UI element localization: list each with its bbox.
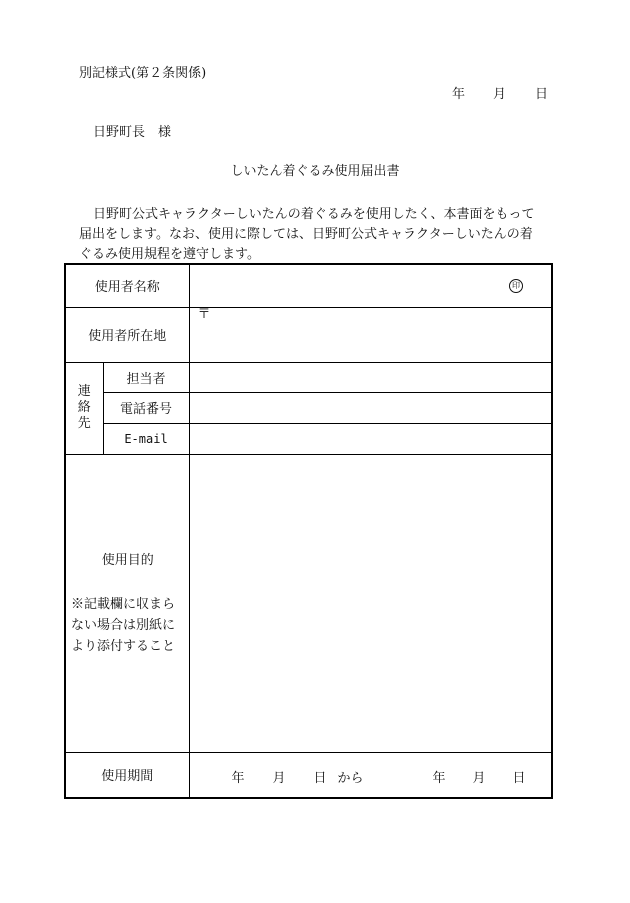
intro-line: 届出をします。なお、使用に際しては、日野町公式キャラクターしいたんの着 xyxy=(79,227,533,242)
date-month-label: 月 xyxy=(493,87,507,102)
addressee: 日野町長 様 xyxy=(93,125,172,140)
postal-mark: 〒 xyxy=(197,306,211,322)
table-row xyxy=(65,264,552,307)
contact-person-field[interactable] xyxy=(189,362,552,392)
contact-group-char: 先 xyxy=(77,416,91,431)
email-label: E-mail xyxy=(103,423,189,454)
intro-paragraph xyxy=(79,205,559,265)
seal-mark-icon: 印 xyxy=(509,279,523,293)
user-name-label: 使用者名称 xyxy=(65,264,189,307)
purpose-label: 使用目的 xyxy=(101,553,154,568)
contact-group-char: 連 xyxy=(77,384,91,399)
period-end-year: 年 xyxy=(432,770,446,786)
email-field[interactable] xyxy=(189,423,552,454)
phone-field[interactable] xyxy=(189,392,552,423)
user-address-field[interactable] xyxy=(189,307,552,362)
purpose-note: ※記載欄に収まらない場合は別紙により添付すること xyxy=(71,597,176,654)
form-reference: 別記様式(第２条関係) xyxy=(79,66,207,81)
phone-label: 電話番号 xyxy=(103,392,189,423)
notification-form-table xyxy=(64,263,553,799)
period-field[interactable] xyxy=(189,752,552,798)
period-start-year: 年 xyxy=(231,770,245,786)
intro-line: ぐるみ使用規程を遵守します。 xyxy=(79,247,260,262)
contact-person-label: 担当者 xyxy=(103,362,189,392)
period-end-month: 月 xyxy=(472,770,486,786)
period-start-month: 月 xyxy=(272,770,286,786)
user-address-label: 使用者所在地 xyxy=(65,307,189,362)
contact-group-label xyxy=(65,362,103,454)
purpose-label-cell xyxy=(65,454,189,752)
user-name-field[interactable] xyxy=(189,264,552,307)
period-label: 使用期間 xyxy=(65,752,189,798)
intro-line: 日野町公式キャラクターしいたんの着ぐるみを使用したく、本書面をもって xyxy=(93,207,535,222)
contact-group-char: 絡 xyxy=(77,400,91,415)
period-start-day: 日 xyxy=(313,770,327,786)
purpose-field[interactable] xyxy=(189,454,552,752)
table-row xyxy=(65,423,552,454)
table-row xyxy=(65,362,552,392)
table-row xyxy=(65,392,552,423)
period-from: から xyxy=(337,770,364,786)
document-title: しいたん着ぐるみ使用届出書 xyxy=(230,164,400,179)
period-end-day: 日 xyxy=(512,770,526,786)
table-row xyxy=(65,454,552,752)
date-day-label: 日 xyxy=(535,87,549,102)
table-row xyxy=(65,752,552,798)
date-year-label: 年 xyxy=(452,87,466,102)
table-row xyxy=(65,307,552,362)
